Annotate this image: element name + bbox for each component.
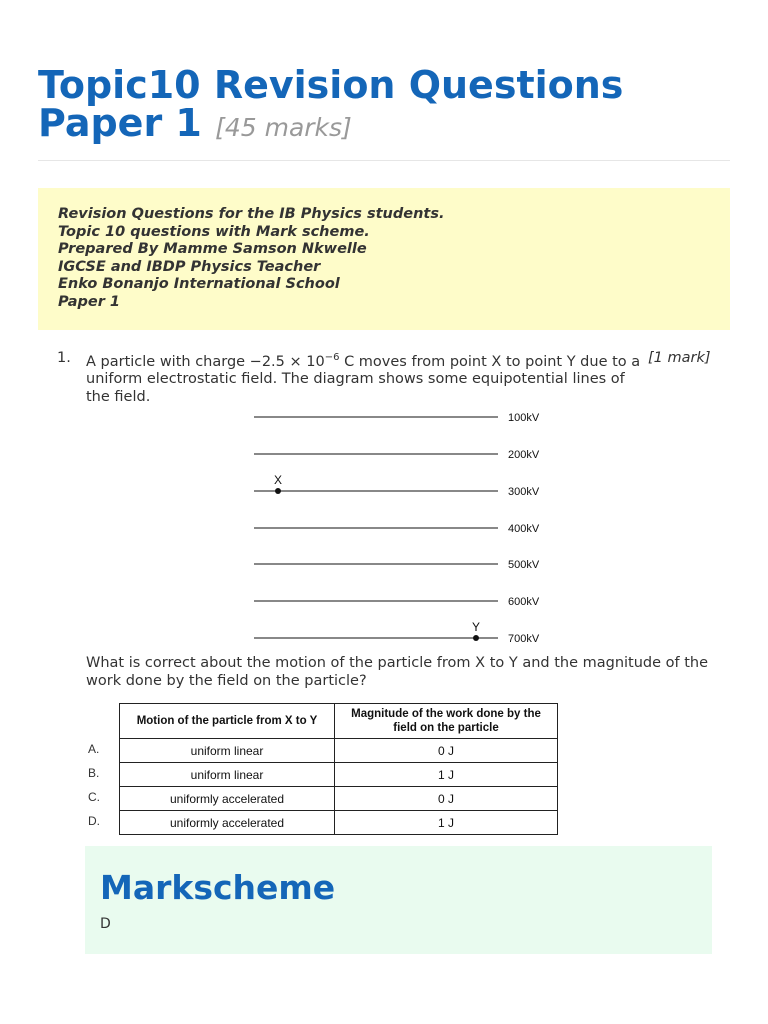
question-text-post: C moves from point X to point Y due to a uniform electrostatic field. The diagram shows some equipotential lines of the field. [86,353,641,405]
potential-label: 300kV [508,486,540,498]
point-x-label: X [274,473,283,487]
equipotential-diagram [250,404,560,648]
potential-label: 100kV [508,412,540,424]
question-text-pre: A particle with charge −2.5 × 10 [86,353,325,370]
table-row [120,811,558,835]
equipotential-line-4 [254,523,540,535]
potential-label: 500kV [508,559,540,571]
title-line-2 [38,101,738,147]
cell-motion: uniform linear [120,763,335,787]
question-text [86,349,646,406]
title-line-1: Topic10 Revision Questions [38,63,624,107]
potential-label: 700kV [508,633,540,645]
question-prompt: What is correct about the motion of the particle from X to Y and the magnitude of the work done by the field on the particle? [86,655,709,689]
equipotential-line-2 [254,449,540,461]
intro-line: Enko Bonanjo International School [58,276,340,292]
potential-label: 400kV [508,523,540,535]
potential-label: 200kV [508,449,540,461]
cell-motion: uniformly accelerated [120,811,335,835]
option-letter: B. [88,766,100,780]
cell-motion: uniformly accelerated [120,787,335,811]
equipotential-line-1 [254,412,540,424]
table-row [120,787,558,811]
point-y [473,635,479,641]
table-row [120,763,558,787]
intro-line: Revision Questions for the IB Physics students. [58,206,445,222]
total-marks: [45 marks] [215,113,352,142]
table-header-row [120,704,558,739]
cell-work: 1 J [335,811,558,835]
cell-work: 0 J [335,739,558,763]
equipotential-line-3 [254,486,540,498]
markscheme-answer: D [100,916,111,932]
intro-line: IGCSE and IBDP Physics Teacher [58,258,321,275]
intro-line: Prepared By Mamme Samson Nkwelle [58,241,367,257]
equipotential-line-7 [254,633,540,645]
question-mark: [1 mark] [648,350,711,366]
markscheme-box [85,846,712,954]
option-letter: D. [88,814,100,828]
intro-box [38,188,730,330]
intro-line: Topic 10 questions with Mark scheme. [58,223,370,240]
cell-work: 0 J [335,787,558,811]
answer-table [119,703,558,835]
cell-motion: uniform linear [120,739,335,763]
potential-label: 600kV [508,596,540,608]
title-divider [38,160,730,161]
cell-work: 1 J [335,763,558,787]
point-y-label: Y [472,620,481,634]
markscheme-title: Markscheme [100,868,336,907]
equipotential-line-5 [254,559,540,571]
option-letter: C. [88,790,100,804]
table-row [120,739,558,763]
intro-line: Paper 1 [58,293,120,310]
page-title [38,63,738,147]
question-number: 1. [57,350,71,366]
option-letter: A. [88,742,100,756]
equipotential-line-6 [254,596,540,608]
header-work: Magnitude of the work done by the field on the particle [335,704,558,739]
point-x [275,488,281,494]
header-motion: Motion of the particle from X to Y [120,704,335,739]
title-paper: Paper 1 [38,101,202,145]
question-exponent: −6 [324,352,340,363]
